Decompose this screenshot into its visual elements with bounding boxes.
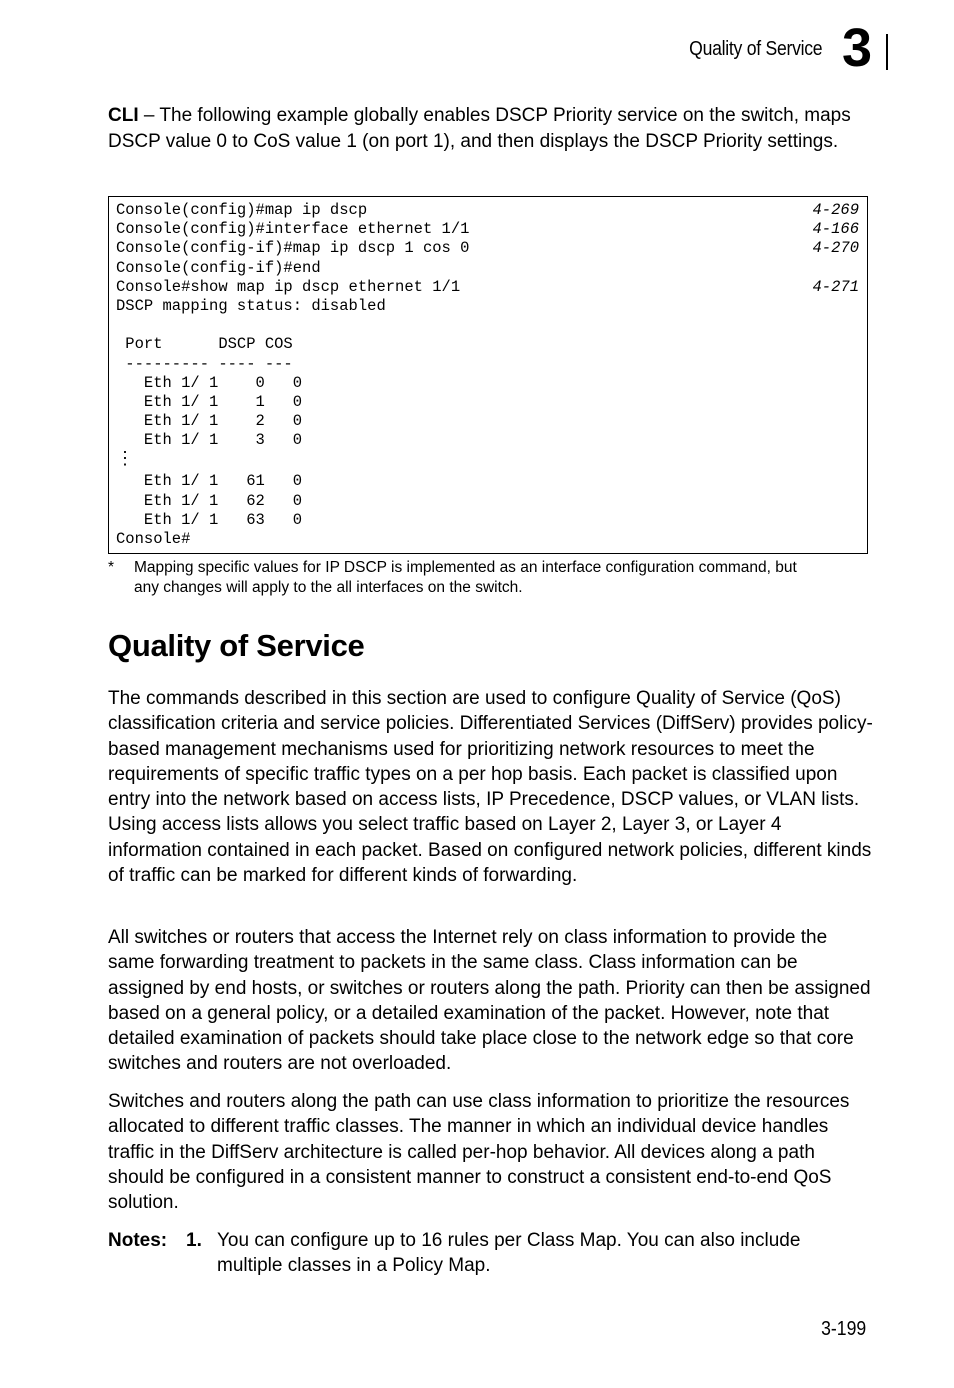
code-table-row: Eth 1/ 1 62 0 <box>116 491 303 510</box>
code-command: Console(config)#map ip dscp <box>116 201 368 219</box>
notes-label: Notes: <box>108 1230 168 1251</box>
running-header-title: Quality of Service <box>688 38 822 60</box>
code-command: Console(config-if)#end <box>116 258 321 277</box>
code-line <box>116 297 859 316</box>
code-prompt: Console# <box>116 530 191 548</box>
code-command: Console#show map ip dscp ethernet 1/1 <box>116 277 461 296</box>
code-line <box>116 278 859 297</box>
page-number: 3-199 <box>820 1318 866 1340</box>
code-reference: 4-271 <box>812 277 859 296</box>
code-command: Console(config-if)#map ip dscp 1 cos 0 <box>116 239 470 258</box>
code-table-row: Eth 1/ 1 63 0 <box>116 510 303 529</box>
footnote-text: Mapping specific values for IP DSCP is implemented as an interface configuration command, but any changes will apply to the all interfaces on the switch. <box>134 559 797 596</box>
code-command: Console(config)#interface ethernet 1/1 <box>116 220 470 239</box>
chapter-number: 3 <box>842 18 873 78</box>
code-table-row: Eth 1/ 1 3 0 <box>116 431 303 450</box>
code-line <box>116 259 859 278</box>
code-table-row: Eth 1/ 1 0 0 <box>116 373 303 392</box>
code-table-header: Port DSCP COS <box>116 335 293 354</box>
body-paragraph: The commands described in this section are used to configure Quality of Service (QoS) classification criteria and service policies. Differentiated Services (DiffServ) provides policy-based management mechanisms used for prioritizing network resources to meet the requirements of specific traffic types on a per hop basis. Each packet is classified upon entry into the network based on access lists, IP Precedence, DSCP values, or VLAN lists. Using access lists allows you select traffic based on Layer 2, Layer 3, or Layer 4 information contained in each packet. Based on configured network policies, different kinds of traffic can be marked for different kinds of forwarding. <box>108 688 873 887</box>
code-reference: 4-270 <box>812 239 859 258</box>
notes-block <box>108 1228 873 1278</box>
chapter-rule <box>886 34 888 70</box>
footnote-marker: * <box>108 559 115 576</box>
code-reference: 4-269 <box>812 201 859 219</box>
code-line <box>116 220 859 239</box>
footnote <box>108 558 808 597</box>
code-reference: 4-166 <box>812 220 859 239</box>
code-line <box>116 239 859 258</box>
code-table-rule: --------- ---- --- <box>116 354 293 373</box>
code-table-row: Eth 1/ 1 1 0 <box>116 392 303 411</box>
intro-text: – The following example globally enables DSCP Priority service on the switch, maps DSCP value 0 to CoS value 1 (on port 1), and then displays the DSCP Priority settings. <box>108 105 851 152</box>
intro-lead: CLI <box>108 105 139 126</box>
note-text: You can configure up to 16 rules per Class Map. You can also include multiple classes in a Policy Map. <box>217 1230 801 1276</box>
code-command: DSCP mapping status: disabled <box>116 296 386 315</box>
body-paragraph: All switches or routers that access the Internet rely on class information to provide the same forwarding treatment to packets in the same class. Class information can be assigned by end hosts, or switches or routers along the path. Priority can then be assigned based on a general policy, or a detailed examination of the packet. However, note that detailed examination of packets should take place close to the network edge so that core switches and routers are not overloaded. <box>108 927 871 1075</box>
code-table-row: Eth 1/ 1 61 0 <box>116 472 303 491</box>
code-blank-line <box>116 316 859 335</box>
code-line <box>116 201 859 220</box>
note-number: 1. <box>186 1230 202 1251</box>
body-paragraph: Switches and routers along the path can use class information to prioritize the resources allocated to different traffic classes. The manner in which an individual device handles traffic in the DiffServ architecture is called per-hop behavior. All devices along a path should be configured in a consistent manner to construct a consistent end-to-end QoS solution. <box>108 1091 850 1214</box>
intro-paragraph <box>108 103 878 154</box>
code-table-row: Eth 1/ 1 2 0 <box>116 412 303 431</box>
section-heading: Quality of Service <box>108 628 365 663</box>
code-example-box <box>108 196 868 554</box>
code-ellipsis: ⋮ <box>116 448 134 469</box>
